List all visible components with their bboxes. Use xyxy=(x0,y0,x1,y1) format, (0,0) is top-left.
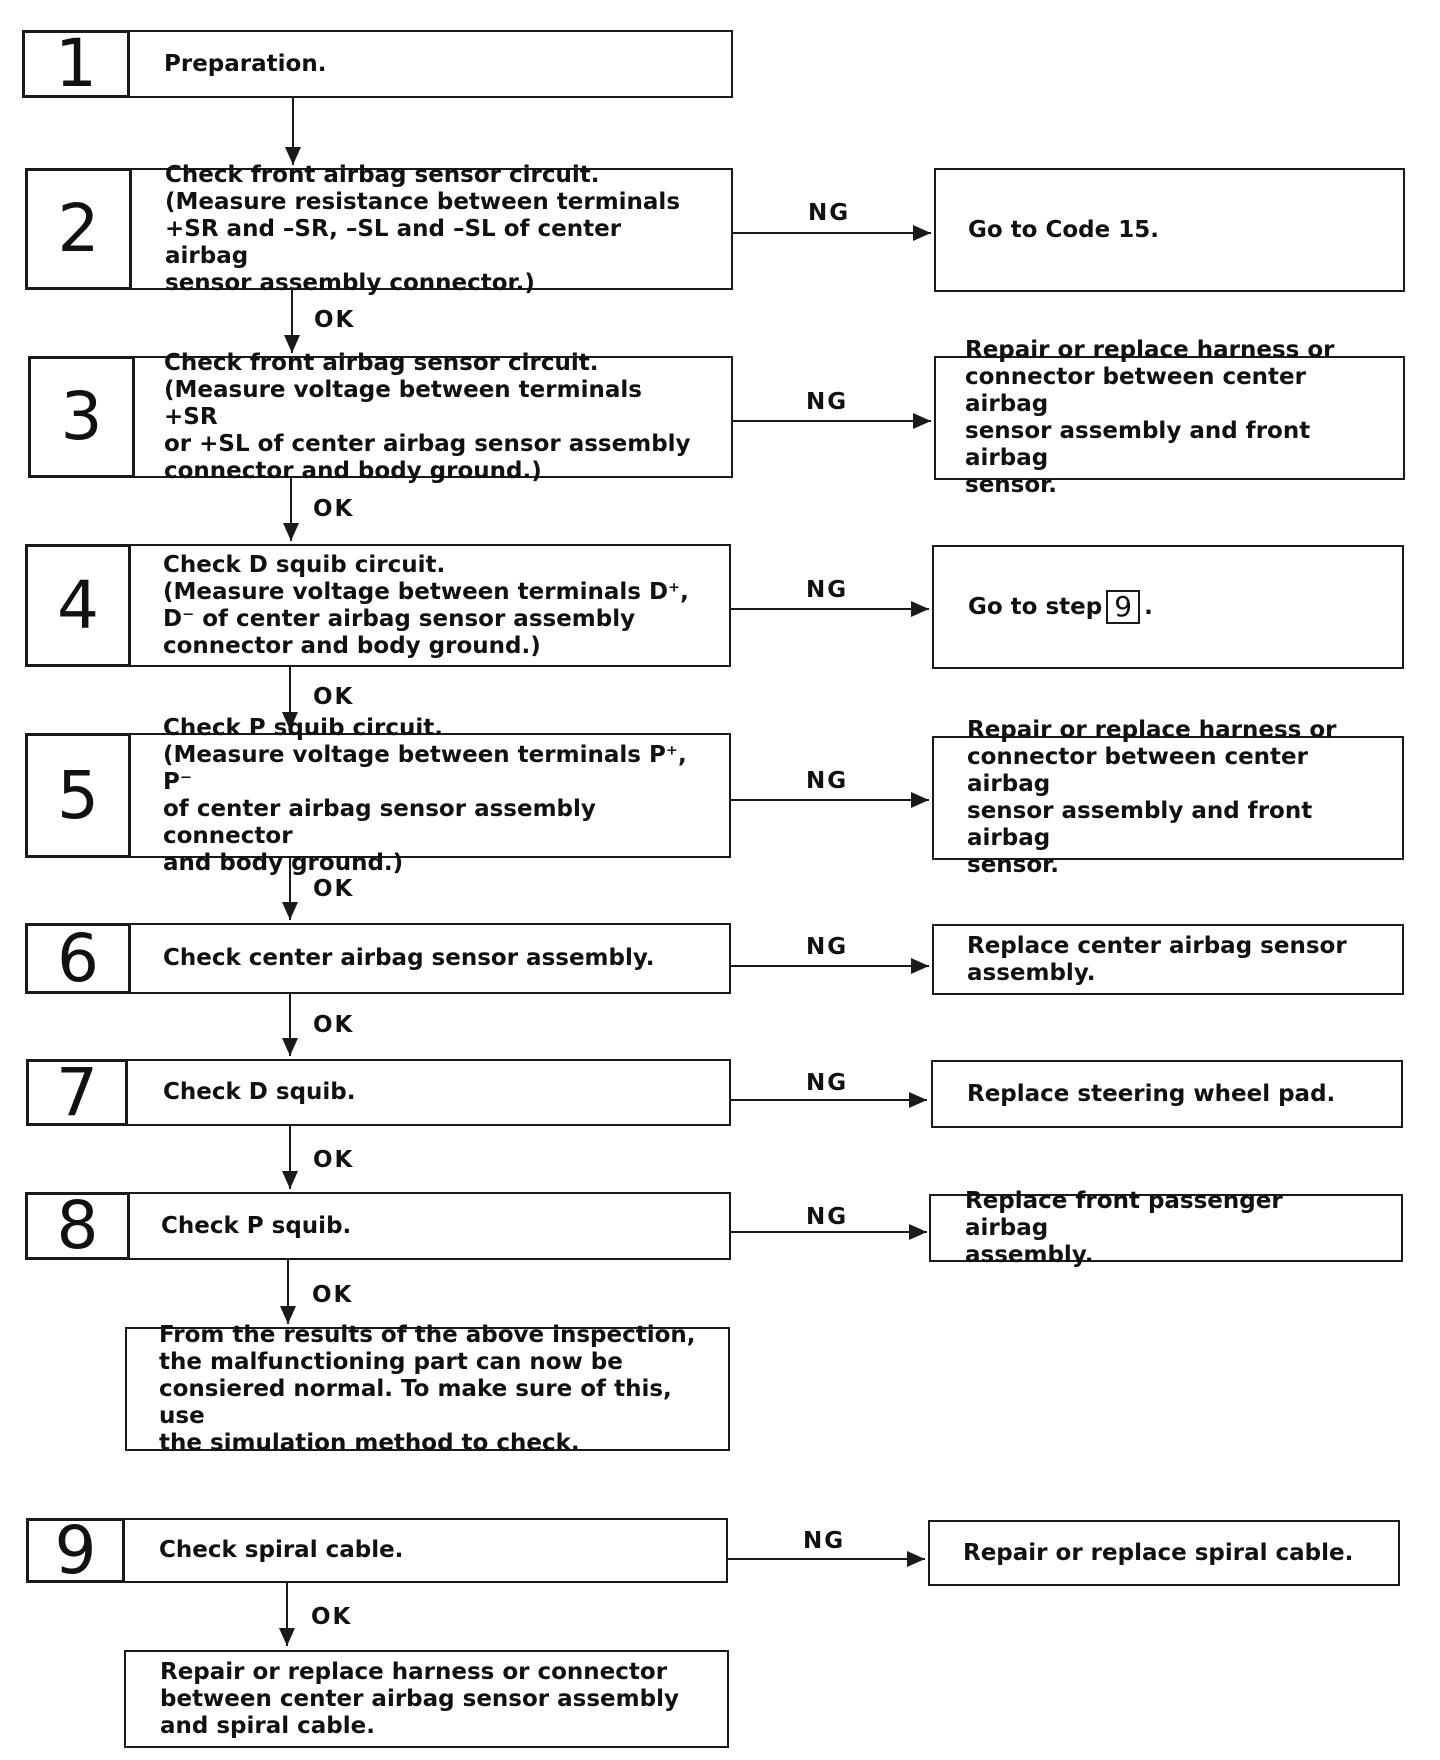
ok-label-6: OK xyxy=(313,1012,355,1038)
ok-label-5: OK xyxy=(313,876,355,902)
ng-label-3: NG xyxy=(806,389,849,415)
ok-label-4: OK xyxy=(313,684,355,710)
step-5-text: Check P squib circuit. (Measure voltage between terminals P⁺, P⁻ of center airbag sensor assembly connector and body ground.) xyxy=(163,714,687,876)
step-4-number: 4 xyxy=(25,544,131,667)
ng-label-5: NG xyxy=(806,768,849,794)
ok-label-3: OK xyxy=(313,496,355,522)
step-3-text: Check front airbag sensor circuit. (Measure voltage between terminals +SR or +SL of center airbag sensor assembly connector and body ground.) xyxy=(164,349,691,484)
result-2-text: Go to Code 15. xyxy=(968,216,1159,243)
step-4-text: Check D squib circuit. (Measure voltage between terminals D⁺, D⁻ of center airbag sensor assembly connector and body ground.) xyxy=(163,551,689,659)
result-6-text: Replace center airbag sensor assembly. xyxy=(967,932,1347,986)
step-8-text: Check P squib. xyxy=(161,1212,352,1239)
step-9-text: Check spiral cable. xyxy=(159,1537,404,1563)
step-7-text: Check D squib. xyxy=(163,1079,356,1105)
result-4-prefix: Go to step xyxy=(968,593,1103,620)
step-8-number: 8 xyxy=(25,1192,130,1260)
step-9-reference: 9 xyxy=(1106,590,1140,624)
result-4-text xyxy=(932,545,1404,669)
ng-label-8: NG xyxy=(806,1204,849,1230)
ng-label-9: NG xyxy=(803,1528,846,1554)
result-3-text: Repair or replace harness or connector between center airbag sensor assembly and front airbag sensor. xyxy=(965,337,1335,498)
step-9-number: 9 xyxy=(26,1518,125,1583)
step-7-number: 7 xyxy=(26,1059,128,1126)
step-5-number: 5 xyxy=(25,733,131,858)
ng-label-6: NG xyxy=(806,934,849,960)
step-1-text: Preparation. xyxy=(164,50,327,77)
result-5-text: Repair or replace harness or connector between center airbag sensor assembly and front airbag sensor. xyxy=(967,717,1337,878)
result-7-text: Replace steering wheel pad. xyxy=(967,1080,1336,1107)
ok-label-7: OK xyxy=(313,1147,355,1173)
step-1-number: 1 xyxy=(22,30,130,98)
ng-label-4: NG xyxy=(806,577,849,603)
ng-label-7: NG xyxy=(806,1070,849,1096)
result-9-text: Repair or replace spiral cable. xyxy=(963,1539,1354,1566)
result-8-text: Replace front passenger airbag assembly. xyxy=(965,1187,1283,1268)
conclusion-8-text: From the results of the above inspection, the malfunctioning part can now be consiered normal. To make sure of this, use the simulation method to check. xyxy=(159,1321,696,1456)
ok-label-2: OK xyxy=(314,307,356,333)
step-6-number: 6 xyxy=(25,923,131,994)
conclusion-9-text: Repair or replace harness or connector between center airbag sensor assembly and spiral cable. xyxy=(160,1658,679,1739)
ok-label-9: OK xyxy=(311,1604,353,1630)
result-4-suffix: . xyxy=(1144,593,1153,620)
step-2-number: 2 xyxy=(25,168,132,290)
step-3-number: 3 xyxy=(28,356,135,478)
step-6-text: Check center airbag sensor assembly. xyxy=(163,945,655,971)
ng-label-2: NG xyxy=(808,200,851,226)
step-2-text: Check front airbag sensor circuit. (Measure resistance between terminals +SR and –SR, –SL and –SL of center airbag sensor assembly connector.) xyxy=(165,161,681,296)
ok-label-8: OK xyxy=(312,1282,354,1308)
